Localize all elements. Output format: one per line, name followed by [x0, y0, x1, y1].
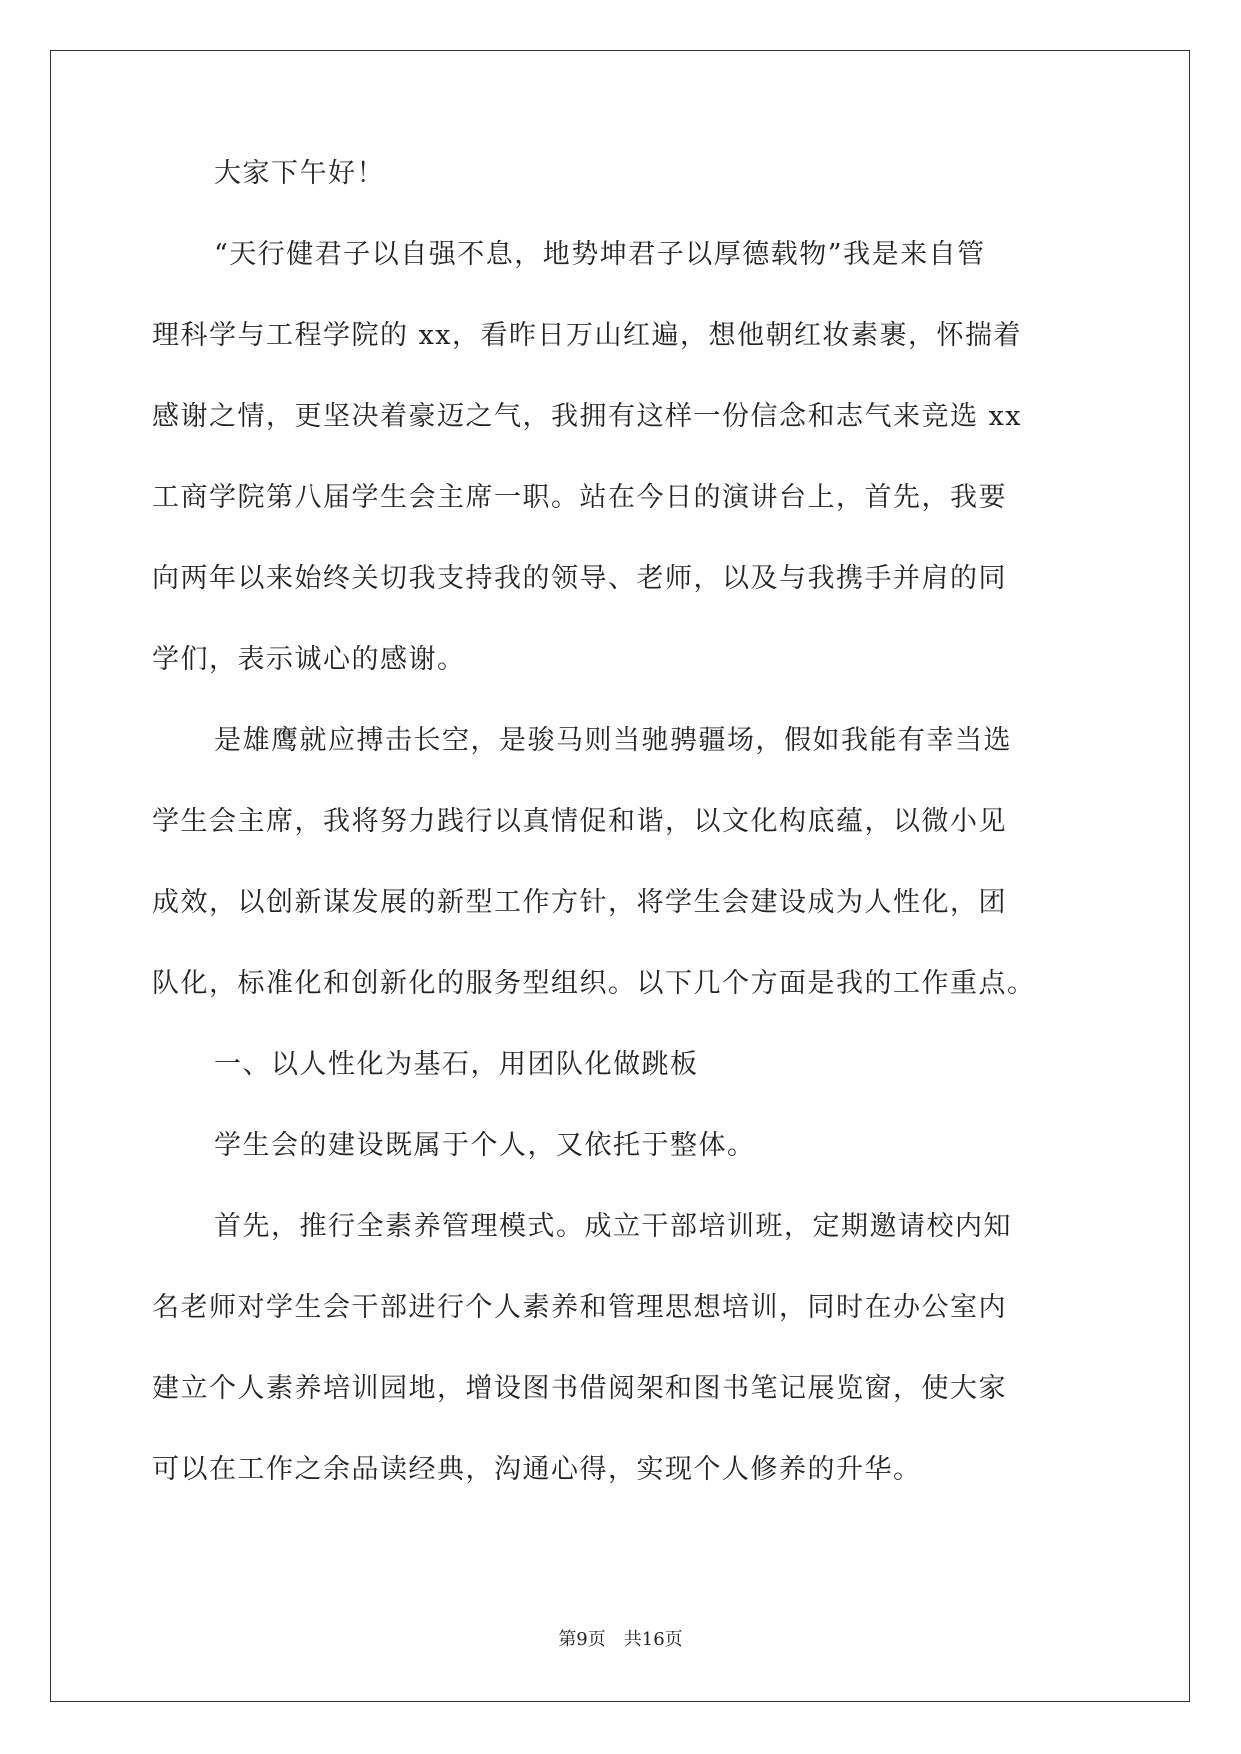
text-line: 工商学院第八届学生会主席一职。站在今日的演讲台上，首先，我要: [152, 482, 1007, 513]
text-line: 是雄鹰就应搏击长空，是骏马则当驰骋疆场，假如我能有幸当选: [214, 725, 1012, 756]
text-line: 感谢之情，更坚决着豪迈之气，我拥有这样一份信念和志气来竞选 xx: [152, 401, 1023, 432]
text-line: 学生会的建设既属于个人，又依托于整体。: [214, 1130, 756, 1161]
page-number: 第9页: [558, 1629, 606, 1650]
page-total: 共16页: [623, 1629, 683, 1650]
text-line: 向两年以来始终关切我支持我的领导、老师，以及与我携手并肩的同: [152, 563, 1007, 594]
text-line: 首先，推行全素养管理模式。成立干部培训班，定期邀请校内知: [214, 1211, 1012, 1242]
document-body: [152, 160, 1092, 1537]
text-line: 名老师对学生会干部进行个人素养和管理思想培训，同时在办公室内: [152, 1292, 1007, 1323]
text-line: 理科学与工程学院的 xx，看昨日万山红遍，想他朝红妆素裹，怀揣着: [152, 320, 1023, 351]
section-heading: 一、以人性化为基石，用团队化做跳板: [214, 1049, 699, 1080]
text-line: 队化，标准化和创新化的服务型组织。以下几个方面是我的工作重点。: [152, 968, 1036, 999]
text-line: “天行健君子以自强不息，地势坤君子以厚德载物”我是来自管: [214, 239, 986, 270]
text-line: 成效，以创新谋发展的新型工作方针，将学生会建设成为人性化，团: [152, 887, 1007, 918]
text-line: 可以在工作之余品读经典，沟通心得，实现个人修养的升华。: [152, 1454, 922, 1485]
text-line: 建立个人素养培训园地，增设图书借阅架和图书笔记展览窗，使大家: [152, 1373, 1007, 1404]
text-line: 学们，表示诚心的感谢。: [152, 644, 466, 675]
page-footer: [0, 1625, 1241, 1651]
text-line: 大家下午好！: [214, 158, 385, 189]
text-line: 学生会主席，我将努力践行以真情促和谐，以文化构底蕴，以微小见: [152, 806, 1007, 837]
